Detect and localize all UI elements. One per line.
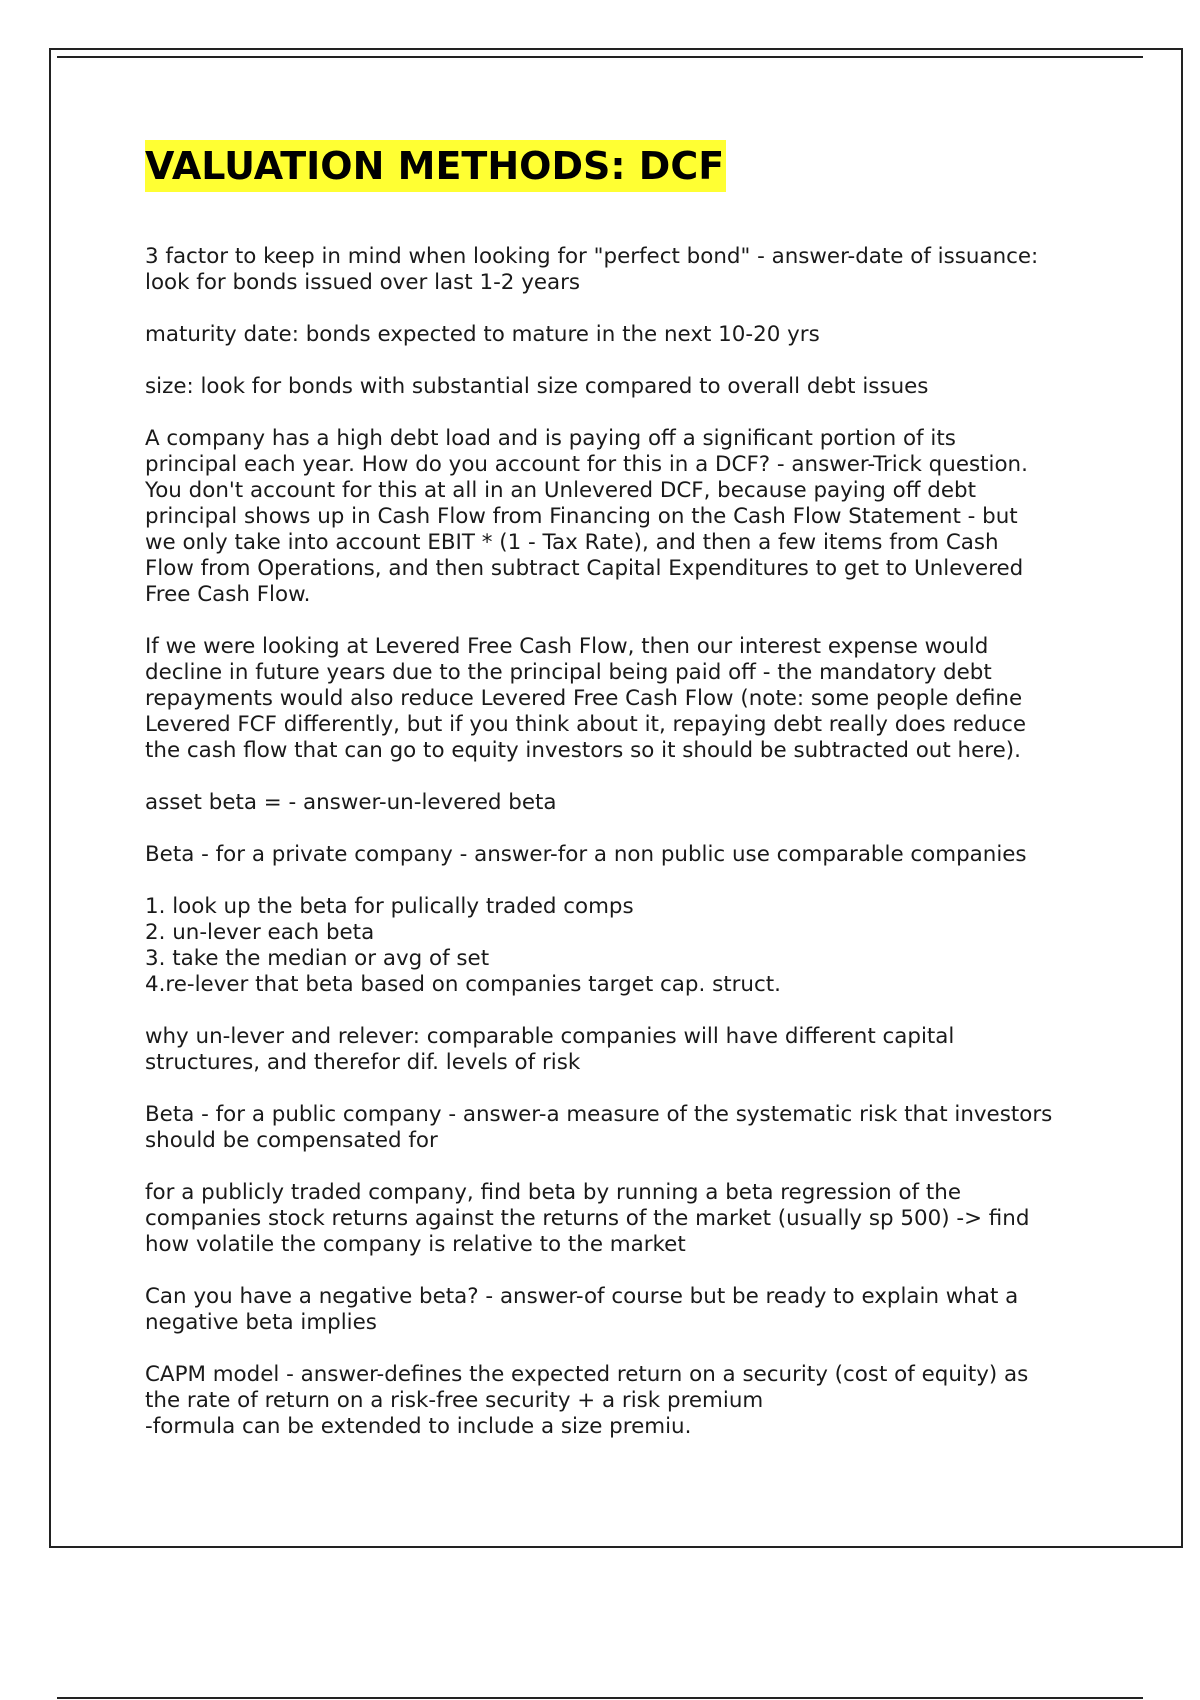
paragraph-why-unlever: why un-lever and relever: comparable companies will have different capital structures, and therefor dif. levels of risk [145, 1024, 955, 1075]
paragraph-beta-private: Beta - for a private company - answer-for a non public use comparable companies [145, 842, 1027, 867]
document-title: VALUATION METHODS: DCF [145, 140, 726, 192]
paragraph-asset-beta: asset beta = - answer-un-levered beta [145, 790, 557, 815]
paragraph-capm: CAPM model - answer-defines the expected return on a security (cost of equity) as the rate of return on a risk-free security + a risk premium -formula can be extended to include a size premiu. [145, 1362, 1029, 1439]
bottom-divider [57, 1697, 1143, 1699]
paragraph-size: size: look for bonds with substantial size compared to overall debt issues [145, 374, 929, 399]
paragraph-debt-load: A company has a high debt load and is paying off a significant portion of its principal each year. How do you account for this in a DCF? - answer-Trick question. You don't account for this at all in an Unlevered DCF, because paying off debt principal shows up in Cash Flow from Financing on the Cash Flow Statement - but we only take into account EBIT * (1 - Tax Rate), and then a few items from Cash Flow from Operations, and then subtract Capital Expenditures to get to Unlevered Free Cash Flow. [145, 426, 1028, 607]
paragraph-perfect-bond: 3 factor to keep in mind when looking for "perfect bond" - answer-date of issuance: look for bonds issued over last 1-2 years [145, 244, 1039, 295]
paragraph-beta-steps: 1. look up the beta for pulically traded comps 2. un-lever each beta 3. take the median or avg of set 4.re-lever that beta based on companies target cap. struct. [145, 894, 781, 997]
top-divider [57, 56, 1143, 58]
paragraph-levered-fcf: If we were looking at Levered Free Cash Flow, then our interest expense would decline in future years due to the principal being paid off - the mandatory debt repayments would also reduce Levered Free Cash Flow (note: some people define Levered FCF differently, but if you think about it, repaying debt really does reduce the cash flow that can go to equity investors so it should be subtracted out here). [145, 634, 1027, 763]
paragraph-maturity-date: maturity date: bonds expected to mature in the next 10-20 yrs [145, 322, 820, 347]
document-body [145, 140, 1105, 1466]
paragraph-negative-beta: Can you have a negative beta? - answer-of course but be ready to explain what a negative beta implies [145, 1284, 1019, 1335]
paragraph-beta-regression: for a publicly traded company, find beta by running a beta regression of the companies stock returns against the returns of the market (usually sp 500) -> find how volatile the company is relative to the market [145, 1180, 1030, 1257]
paragraph-beta-public: Beta - for a public company - answer-a measure of the systematic risk that investors should be compensated for [145, 1102, 1053, 1153]
